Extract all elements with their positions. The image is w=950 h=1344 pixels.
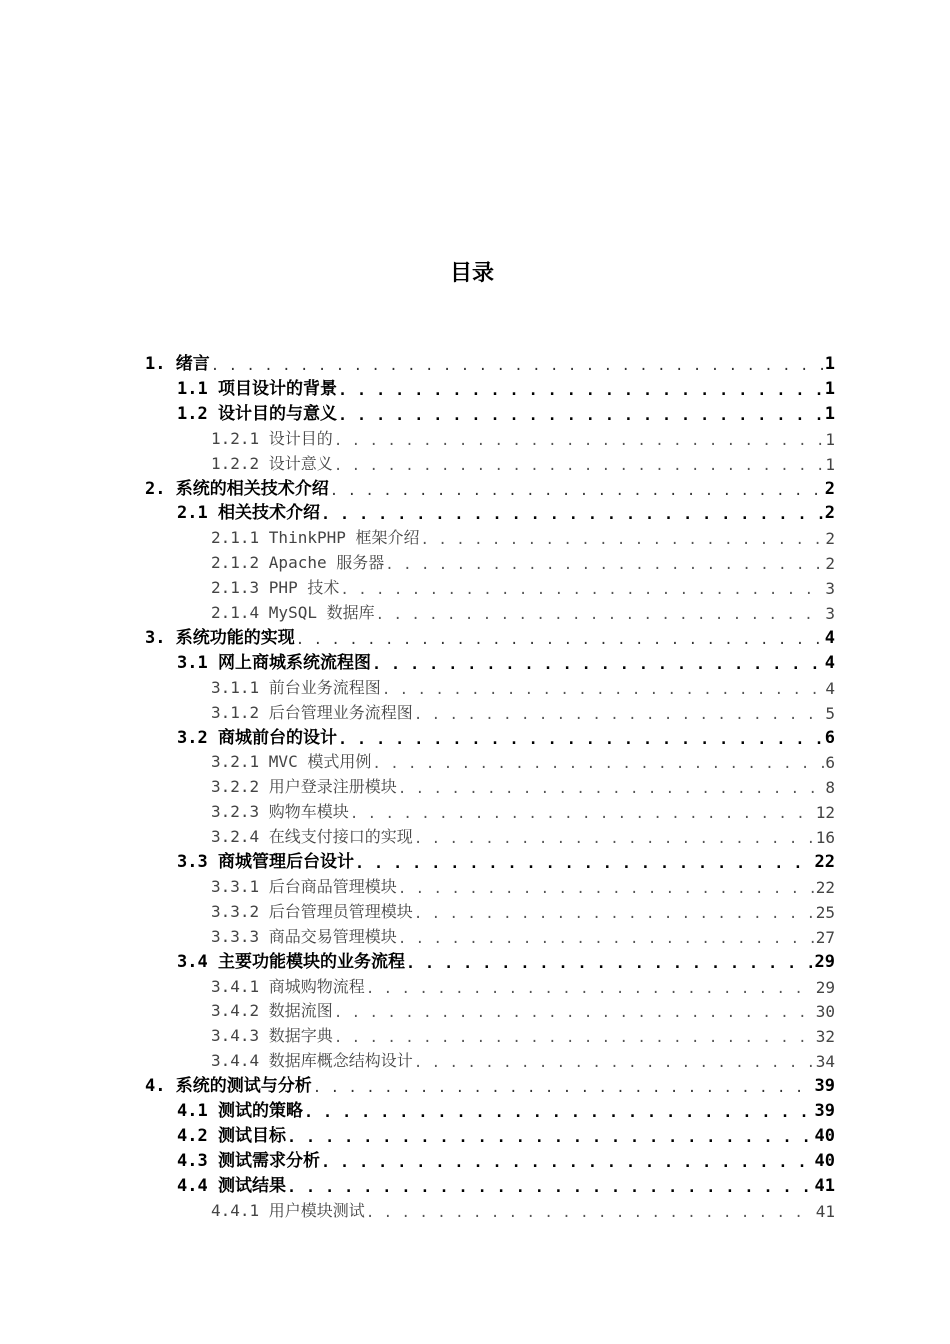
toc-page-number: 6 [824,728,835,748]
toc-page-number: 34 [815,1052,835,1071]
page-title: 目录 [449,261,494,286]
toc-entry-label: 4. 系统的测试与分析 [145,1076,312,1096]
toc-entry-label: 3.2.1 MVC 模式用例 [211,752,372,771]
toc-page-number: 2 [825,529,835,548]
toc-dot-leader [355,854,814,872]
toc-entry-level-3[interactable] [211,523,835,548]
toc-page-number: 1 [825,430,835,449]
toc-entry-label: 3.1 网上商城系统流程图 [177,653,371,673]
toc-page-number: 12 [815,803,835,822]
toc-entry-level-2[interactable] [177,648,835,673]
toc-page-number: 41 [815,1202,835,1221]
toc-dot-leader [366,981,815,997]
toc-page-number: 30 [815,1002,835,1021]
toc-entry-level-3[interactable] [211,996,835,1021]
toc-entry-level-3[interactable] [211,872,835,897]
toc-entry-level-3[interactable] [211,1021,835,1046]
toc-entry-level-3[interactable] [211,698,835,723]
toc-entry-level-3[interactable] [211,822,835,847]
toc-entry-level-3[interactable] [211,449,835,474]
toc-dot-leader [338,730,824,748]
toc-dot-leader [313,1080,814,1096]
toc-entry-label: 3.4.3 数据字典 [211,1026,333,1045]
toc-dot-leader [338,406,824,424]
toc-entry-level-3[interactable] [211,772,835,797]
toc-entry-level-2[interactable] [177,1121,835,1146]
toc-dot-leader [406,954,814,972]
toc-page-number: 40 [814,1151,835,1171]
toc-page-number: 1 [824,404,835,424]
toc-entry-level-3[interactable] [211,797,835,822]
toc-entry-level-2[interactable] [177,498,835,523]
toc-entry-label: 3.1.2 后台管理业务流程图 [211,703,413,722]
toc-dot-leader [334,1030,815,1046]
toc-entry-label: 2.1.3 PHP 技术 [211,578,340,597]
toc-dot-leader [296,632,824,648]
toc-page-number: 25 [815,903,835,922]
toc-dot-leader [385,557,824,573]
toc-entry-label: 3.4.2 数据流图 [211,1001,333,1020]
toc-entry-label: 3.3.2 后台管理员管理模块 [211,902,413,921]
toc-page-number: 1 [825,455,835,474]
toc-entry-level-1[interactable] [145,349,835,374]
toc-entry-level-2[interactable] [177,947,835,972]
toc-entry-level-1[interactable] [145,1071,835,1096]
toc-dot-leader [398,881,815,897]
toc-dot-leader [287,1128,814,1146]
toc-entry-label: 3. 系统功能的实现 [145,628,295,648]
toc-entry-level-3[interactable] [211,1196,835,1221]
toc-entry-level-2[interactable] [177,1096,835,1121]
toc-entry-level-2[interactable] [177,1171,835,1196]
toc-dot-leader [372,756,824,772]
toc-entry-label: 3.3 商城管理后台设计 [177,852,354,872]
toc-entry-level-3[interactable] [211,747,835,772]
toc-entry-label: 3.3.3 商品交易管理模块 [211,927,397,946]
toc-entry-label: 4.2 测试目标 [177,1126,286,1146]
toc-entry-level-3[interactable] [211,897,835,922]
toc-entry-label: 3.1.1 前台业务流程图 [211,678,381,697]
toc-page-number: 39 [814,1076,835,1096]
toc-entry-label: 1. 绪言 [145,354,210,374]
toc-dot-leader [366,1205,815,1221]
toc-entry-level-2[interactable] [177,399,835,424]
toc-page-number: 1 [824,354,835,374]
toc-dot-leader [398,781,825,797]
toc-dot-leader [321,505,824,523]
toc-entry-label: 1.2 设计目的与意义 [177,404,337,424]
toc-page-number: 8 [825,778,835,797]
toc-page-number: 39 [814,1101,835,1121]
toc-entry-level-3[interactable] [211,1046,835,1071]
toc-page-number: 29 [815,978,835,997]
toc-dot-leader [414,906,815,922]
toc-page-number: 2 [824,479,835,499]
toc-entry-label: 3.4.1 商城购物流程 [211,977,365,996]
toc-entry-label: 3.2.4 在线支付接口的实现 [211,827,413,846]
toc-page-number: 4 [824,628,835,648]
toc-entry-label: 2.1.1 ThinkPHP 框架介绍 [211,528,420,547]
toc-entry-label: 1.2.1 设计目的 [211,429,333,448]
toc-page-number: 1 [824,379,835,399]
toc-entry-label: 1.2.2 设计意义 [211,454,333,473]
toc-page-number: 4 [824,653,835,673]
toc-entry-label: 3.2.2 用户登录注册模块 [211,777,397,796]
toc-dot-leader [211,358,824,374]
toc-dot-leader [334,433,825,449]
toc-dot-leader [304,1103,814,1121]
toc-entry-level-3[interactable] [211,573,835,598]
toc-dot-leader [382,682,825,698]
toc-entry-label: 3.3.1 后台商品管理模块 [211,877,397,896]
toc-dot-leader [398,931,815,947]
toc-entry-label: 4.1 测试的策略 [177,1101,303,1121]
toc-page-number: 2 [825,554,835,573]
toc-page-number: 22 [815,878,835,897]
toc-entry-level-3[interactable] [211,922,835,947]
toc-entry-label: 1.1 项目设计的背景 [177,379,337,399]
toc-dot-leader [376,607,825,623]
toc-entry-level-3[interactable] [211,548,835,573]
toc-dot-leader [421,532,825,548]
toc-dot-leader [334,1005,815,1021]
toc-entry-label: 4.4.1 用户模块测试 [211,1201,365,1220]
toc-entry-label: 3.4.4 数据库概念结构设计 [211,1051,413,1070]
toc-entry-label: 2. 系统的相关技术介绍 [145,479,329,499]
toc-page-number: 40 [814,1126,835,1146]
toc-dot-leader [338,381,824,399]
toc-entry-label: 3.2.3 购物车模块 [211,802,349,821]
toc-dot-leader [414,707,825,723]
toc-page-number: 6 [825,753,835,772]
toc-page-number: 5 [825,704,835,723]
toc-entry-label: 4.4 测试结果 [177,1176,286,1196]
toc-entry-label: 2.1.2 Apache 服务器 [211,553,385,572]
toc-entry-label: 3.2 商城前台的设计 [177,728,337,748]
toc-entry-level-3[interactable] [211,424,835,449]
toc-page-number: 16 [815,828,835,847]
toc-entry-level-3[interactable] [211,972,835,997]
toc-entry-level-3[interactable] [211,673,835,698]
toc-dot-leader [287,1178,814,1196]
toc-page-number: 22 [814,852,835,872]
toc-entry-label: 2.1 相关技术介绍 [177,503,320,523]
toc-entry-level-1[interactable] [145,623,835,648]
toc-entry-level-2[interactable] [177,847,835,872]
toc-dot-leader [350,806,815,822]
toc-entry-level-1[interactable] [145,474,835,499]
toc-dot-leader [334,458,825,474]
toc-dot-leader [372,655,824,673]
toc-dot-leader [414,831,815,847]
toc-page-number: 41 [814,1176,835,1196]
toc-entry-label: 4.3 测试需求分析 [177,1151,320,1171]
toc-page-number: 3 [825,579,835,598]
toc-entry-level-2[interactable] [177,1146,835,1171]
toc-dot-leader [414,1055,815,1071]
toc-entry-level-2[interactable] [177,723,835,748]
toc-entry-label: 2.1.4 MySQL 数据库 [211,603,375,622]
toc-dot-leader [321,1153,814,1171]
toc-page-number: 3 [825,604,835,623]
toc-page-number: 4 [825,679,835,698]
toc-page-number: 29 [814,952,835,972]
toc-dot-leader [330,483,824,499]
toc-page-number: 27 [815,928,835,947]
toc-page-number: 32 [815,1027,835,1046]
toc-dot-leader [340,582,824,598]
toc-entry-level-2[interactable] [177,374,835,399]
toc-entry-level-3[interactable] [211,598,835,623]
toc-entry-label: 3.4 主要功能模块的业务流程 [177,952,405,972]
toc-page-number: 2 [824,503,835,523]
